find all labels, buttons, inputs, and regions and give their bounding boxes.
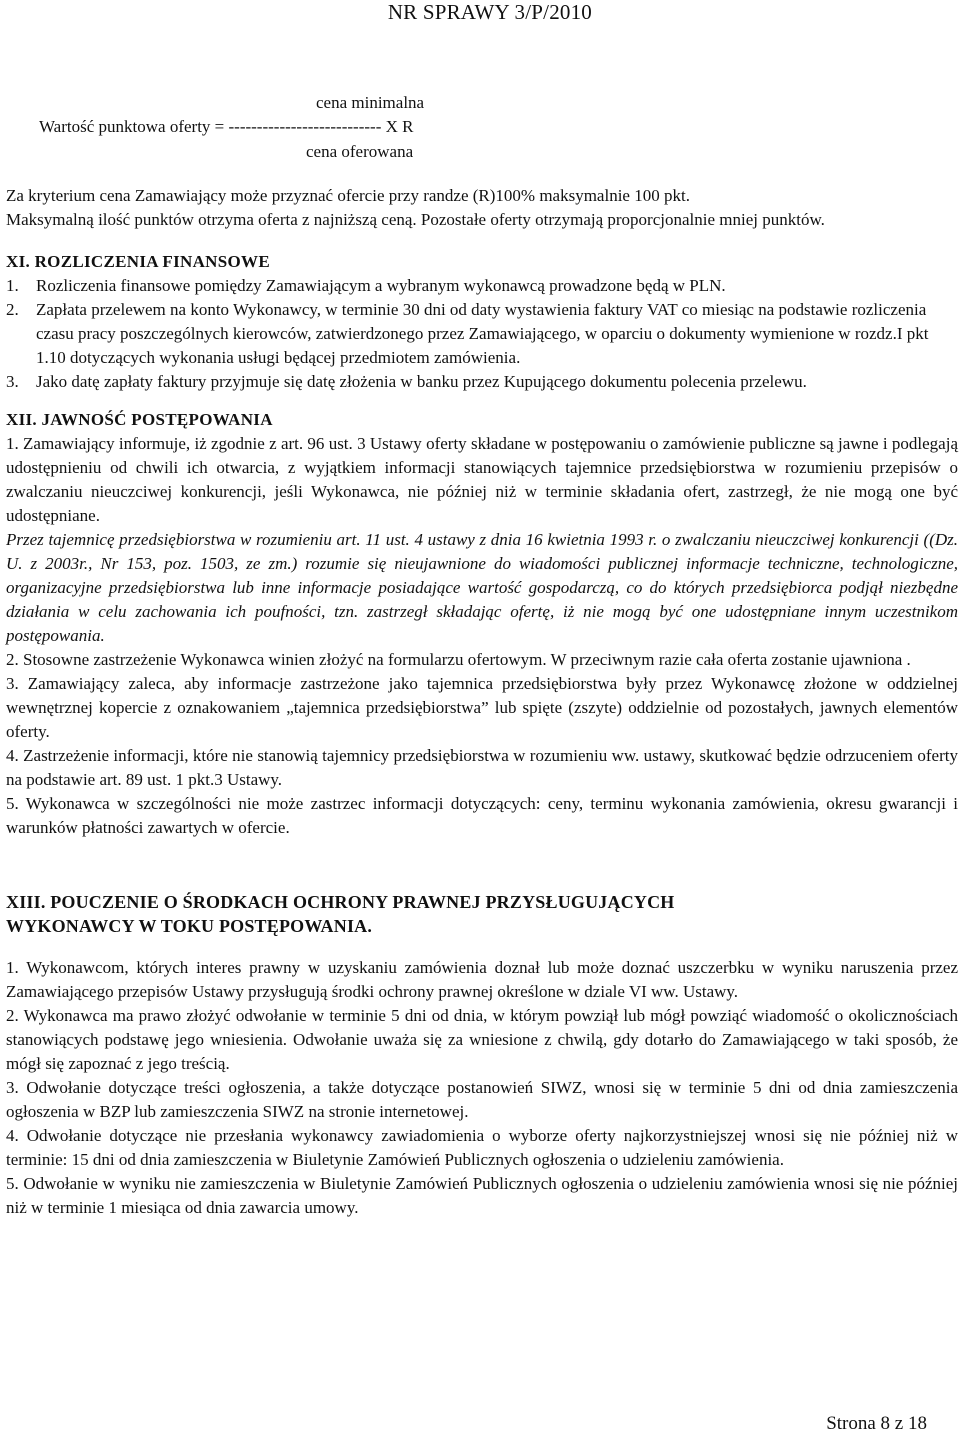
section-12-italic-paragraph: Przez tajemnicę przedsiębiorstwa w rozumieniu art. 11 ust. 4 ustawy z dnia 16 kwietnia 1993 r. o zwalczaniu nieuczciwej konkurencji ((Dz. U. z 2003r., Nr 153, poz. 1503, ze zm.) rozumie się nieujawnione do wiadomości publicznej informacje techniczne, technologiczne, organizacyjne przedsiębiorstwa lub inne informacje posiadające wartość gospodarczą, co do których przedsiębiorca podjął niezbędne działania w celu zachowania ich poufności, tzn. zastrzegł składając ofertę, iż nie mogą być one udostępniane innym uczestnikom postępowania.	[6, 530, 958, 645]
list-item-text: Rozliczenia finansowe pomiędzy Zamawiającym a wybranym wykonawcą prowadzone będą w PLN.	[36, 276, 726, 295]
section-13-body	[6, 956, 958, 1220]
list-item-number: 3.	[6, 372, 19, 391]
formula-denominator: cena oferowana	[306, 142, 414, 161]
section-13-paragraph: 2. Wykonawca ma prawo złożyć odwołanie w terminie 5 dni od dnia, w którym powziął lub mógł powziąć wiadomość o okolicznościach stanowiących podstawę jego wniesienia. Odwołanie uważa się za wniesione z chwilą, gdy dotarło do Zamawiającego w taki sposób, że mógł się zapoznać z jego treścią.	[6, 1006, 958, 1073]
section-12-paragraph: 3. Zamawiający zaleca, aby informacje zastrzeżone jako tajemnica przedsiębiorstwa były przez Wykonawcę złożone w oddzielnej wewnętrznej kopercie z oznakowaniem „tajemnica przedsiębiorstwa” lub spięte (zszyte) oddzielnie od pozostałych, jawnych elementów oferty.	[6, 674, 958, 741]
section-12-body	[6, 432, 958, 840]
score-formula	[6, 93, 958, 170]
intro-text	[6, 184, 958, 232]
formula-numerator: cena minimalna	[316, 93, 425, 112]
section-12-paragraph: 5. Wykonawca w szczególności nie może zastrzec informacji dotyczących: ceny, terminu wykonania zamówienia, okresu gwarancji i warunków płatności zawartych w ofercie.	[6, 794, 958, 837]
list-item-text: Jako datę zapłaty faktury przyjmuje się datę złożenia w banku przez Kupującego dokumentu polecenia przelewu.	[36, 372, 807, 391]
formula-label: Wartość punktowa oferty = --------------------------- X R	[39, 117, 414, 136]
section-13-paragraph: 5. Odwołanie w wyniku nie zamieszczenia w Biuletynie Zamówień Publicznych ogłoszenia o udzieleniu zamówienia wnosi się nie później niż w terminie 1 miesiąca od dnia zawarcia umowy.	[6, 1174, 958, 1217]
list-item	[6, 370, 958, 394]
list-item	[6, 274, 958, 298]
intro-paragraph: Maksymalną ilość punktów otrzyma oferta z najniższą ceną. Pozostałe oferty otrzymają proporcjonalnie mniej punktów.	[6, 210, 825, 229]
list-item-number: 1.	[6, 276, 19, 295]
section-11-title: XI. ROZLICZENIA FINANSOWE	[6, 252, 270, 271]
section-11-list	[6, 274, 958, 394]
section-12-paragraph: 4. Zastrzeżenie informacji, które nie stanowią tajemnicy przedsiębiorstwa w rozumieniu ww. ustawy, skutkować będzie odrzuceniem oferty na podstawie art. 89 ust. 1 pkt.3 Ustawy.	[6, 746, 958, 789]
list-item-number: 2.	[6, 300, 19, 319]
page-number: Strona 8 z 18	[826, 1413, 927, 1434]
section-13-title	[6, 890, 958, 938]
section-12-title: XII. JAWNOŚĆ POSTĘPOWANIA	[6, 410, 273, 429]
section-13-paragraph: 1. Wykonawcom, których interes prawny w uzyskaniu zamówienia doznał lub może doznać uszczerbku w wyniku naruszenia przez Zamawiającego przepisów Ustawy przysługują środki ochrony prawnej określone w dziale VI ww. Ustawy.	[6, 958, 958, 1001]
page-body	[6, 93, 958, 1220]
case-number-header: NR SPRAWY 3/P/2010	[387, 0, 592, 24]
section-13-paragraph: 3. Odwołanie dotyczące treści ogłoszenia, a także dotyczące postanowień SIWZ, wnosi się w terminie 5 dni od dnia zamieszczenia ogłoszenia w BZP lub zamieszczenia SIWZ na stronie internetowej.	[6, 1078, 958, 1121]
section-12-paragraph: 2. Stosowne zastrzeżenie Wykonawca winien złożyć na formularzu ofertowym. W przeciwnym razie cała oferta zostanie ujawniona .	[6, 650, 911, 669]
section-12-paragraph: 1. Zamawiający informuje, iż zgodnie z art. 96 ust. 3 Ustawy oferty składane w postępowaniu o zamówienie publiczne są jawne i podlegają udostępnieniu od chwili ich otwarcia, z wyjątkiem informacji stanowiących tajemnice przedsiębiorstwa w rozumieniu przepisów o zwalczaniu nieuczciwej konkurencji, jeśli Wykonawca, nie później niż w terminie składania ofert, zastrzegł, że nie mogą one być udostępniane.	[6, 434, 958, 525]
section-13-title-line: XIII. POUCZENIE O ŚRODKACH OCHRONY PRAWNEJ PRZYSŁUGUJĄCYCH	[6, 892, 675, 912]
intro-paragraph: Za kryterium cena Zamawiający może przyznać ofercie przy randze (R)100% maksymalnie 100 pkt.	[6, 186, 690, 205]
list-item	[6, 298, 958, 370]
section-13-paragraph: 4. Odwołanie dotyczące nie przesłania wykonawcy zawiadomienia o wyborze oferty najkorzystniejszej wnosi się nie później niż w terminie: 15 dni od dnia zamieszczenia w Biuletynie Zamówień Publicznych ogłoszenia o udzieleniu zamówienia.	[6, 1126, 958, 1169]
list-item-text: Zapłata przelewem na konto Wykonawcy, w terminie 30 dni od daty wystawienia faktury VAT co miesiąc na podstawie rozliczenia czasu pracy poszczególnych kierowców, zatwierdzonego przez Zamawiającego, w oparciu o dokumenty wymienione w rozdz.I pkt 1.10 dotyczących wykonania usługi będącej przedmiotem zamówienia.	[36, 300, 929, 367]
section-13-title-line: WYKONAWCY W TOKU POSTĘPOWANIA.	[6, 916, 373, 936]
